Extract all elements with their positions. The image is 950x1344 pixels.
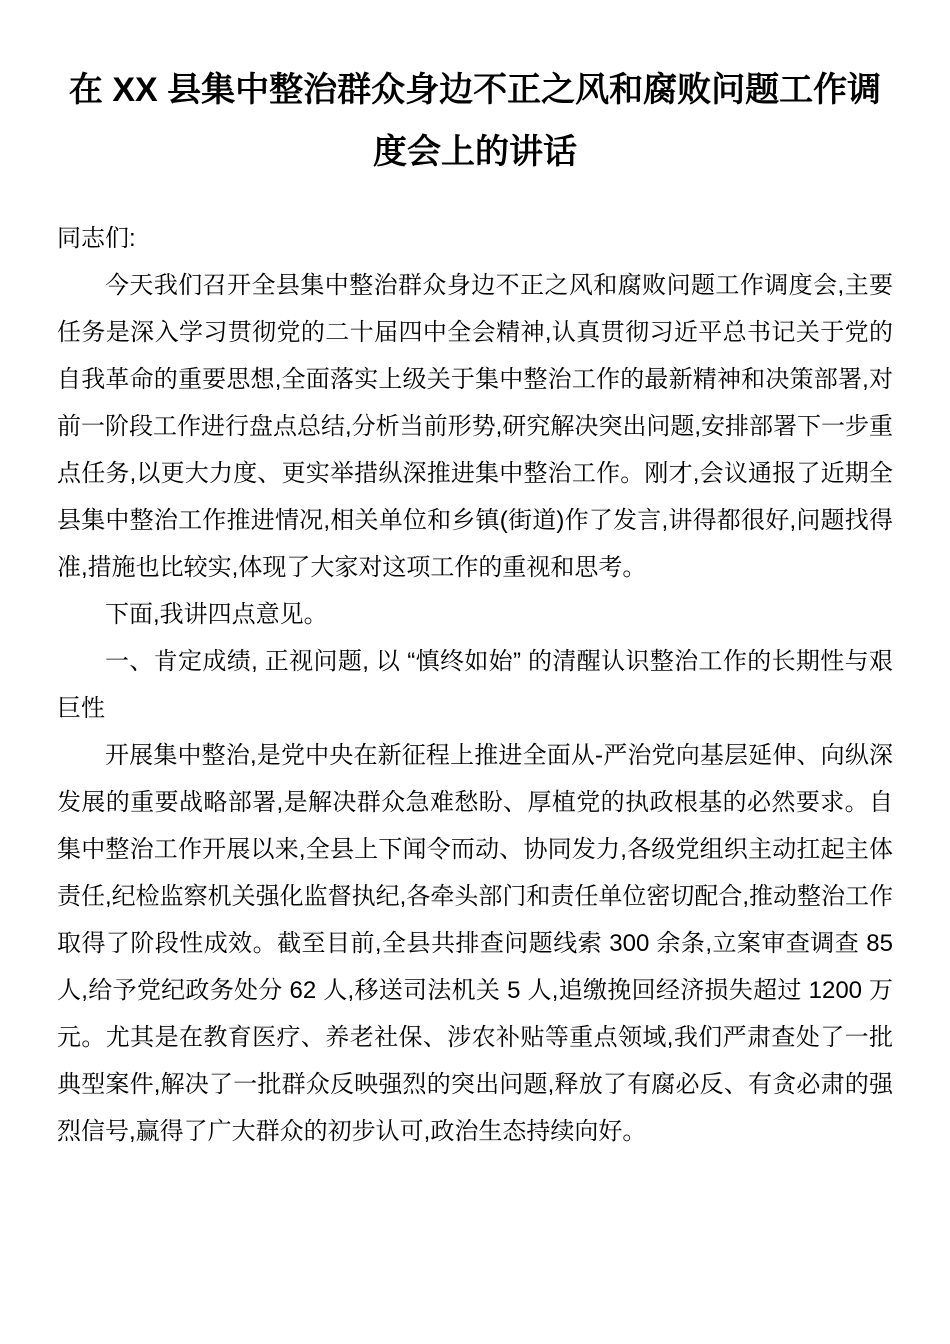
document-title: 在 XX 县集中整治群众身边不正之风和腐败问题工作调度会上的讲话 — [68, 71, 882, 171]
paragraph-section-1-body: 开展集中整治,是党中央在新征程上推进全面从-严治党向基层延伸、向纵深发展的重要战略部署,是解决群众急难愁盼、厚植党的执政根基的必然要求。自集中整治工作开展以来,全县上下闻令而动、协同发力,各级党组织主动扛起主体责任,纪检监察机关强化监督执纪,各牵头部门和责任单位密切配合,推动整治工作取得了阶段性成效。截至目前,全县共排查问题线索 300 余条,立案审查调查 85 人,给予党纪政务处分 62 人,移送司法机关 5 人,追缴挽回经济损失超过 1200 万元。尤其是在教育医疗、养老社保、涉农补贴等重点领域,我们严肃查处了一批典型案件,解决了一批群众反映强烈的突出问题,释放了有腐必反、有贪必肃的强烈信号,赢得了广大群众的初步认可,政治生态持续向好。 — [57, 742, 894, 1145]
section-heading-1: 一、肯定成绩, 正视问题, 以 “慎终如始” 的清醒认识整治工作的长期性与艰巨性 — [57, 648, 893, 722]
paragraph-opening: 今天我们召开全县集中整治群众身边不正之风和腐败问题工作调度会,主要任务是深入学习贯彻党的二十届四中全会精神,认真贯彻习近平总书记关于党的自我革命的重要思想,全面落实上级关于集中整治工作的最新精神和决策部署,对前一阶段工作进行盘点总结,分析当前形势,研究解决突出问题,安排部署下一步重点任务,以更大力度、更实举措纵深推进集中整治工作。刚才,会议通报了近期全县集中整治工作推进情况,相关单位和乡镇(街道)作了发言,讲得都很好,问题找得准,措施也比较实,体现了大家对这项工作的重视和思考。 — [57, 272, 894, 581]
document-body — [57, 215, 893, 1155]
paragraph-transition: 下面,我讲四点意见。 — [105, 601, 328, 628]
salutation: 同志们: — [57, 225, 136, 252]
